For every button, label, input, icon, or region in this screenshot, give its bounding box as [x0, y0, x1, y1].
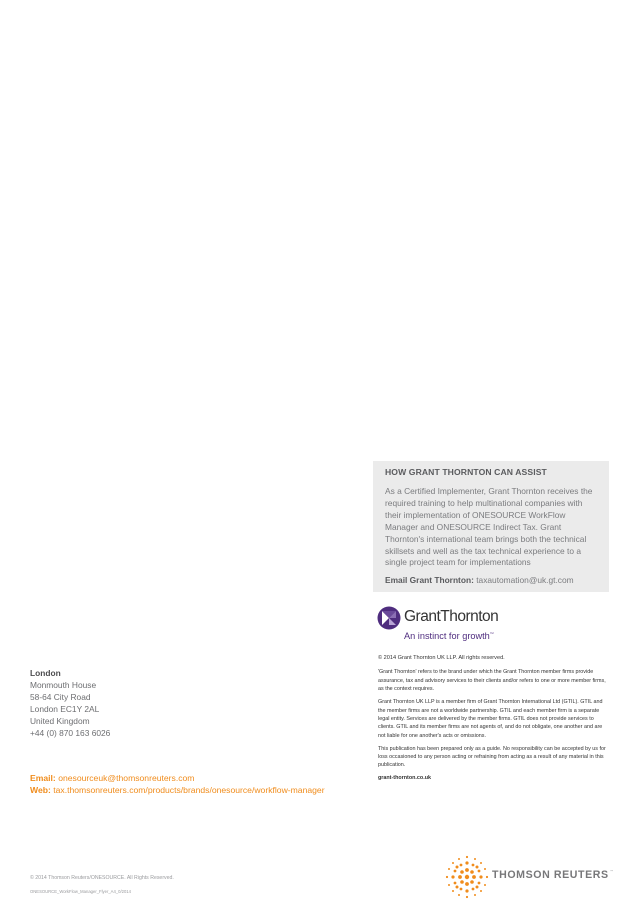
assist-body: As a Certified Implementer, Grant Thornton receives the required training to help multinational companies with their implementation of ONESOURCE WorkFlow Manager and ONESOURCE Indirect Tax. Grant Thornton's international team brings both the technical skillsets and well as the tax technical experience to a single project team for implementations [385, 486, 593, 568]
contact-web-row [30, 784, 325, 796]
assist-email-value[interactable]: taxautomation@uk.gt.com [476, 575, 574, 586]
contact-block [30, 772, 325, 797]
address-line-1: Monmouth House [30, 680, 97, 691]
legal-para-2: Grant Thornton UK LLP is a member firm of Grant Thornton International Ltd (GTIL). GTIL and the member firms are not a worldwide partnership. GTIL and each member firm is a separate legal entity. Services are delivered by the member firms. GTIL does not provide services to clients. GTIL and its member firms are not agents of, and do not obligate, one another and are not liable for one another's acts or omissions. [378, 699, 603, 739]
thomson-reuters-name: THOMSON REUTERS [492, 869, 609, 881]
legal-copyright: © 2014 Grant Thornton UK LLP. All rights reserved. [378, 655, 505, 661]
assist-title: HOW GRANT THORNTON CAN ASSIST [385, 467, 547, 477]
tagline-text: An instinct for growth [404, 631, 490, 641]
office-address [30, 667, 110, 740]
legal-text [378, 654, 608, 787]
contact-email-row [30, 772, 325, 784]
contact-web-label: Web: [30, 785, 51, 796]
address-line-2: 58-64 City Road [30, 692, 91, 703]
footer-copyright: © 2014 Thomson Reuters/ONESOURCE. All Rights Reserved. [30, 875, 174, 881]
tagline-tm: ™ [489, 631, 494, 636]
grant-thornton-logo [377, 606, 507, 646]
grant-thornton-tagline [404, 631, 494, 641]
address-line-3: London EC1Y 2AL [30, 704, 100, 715]
assist-box [373, 461, 609, 592]
legal-para-1: 'Grant Thornton' refers to the brand under which the Grant Thornton member firms provide assurance, tax and advisory services to their clients and/or refers to one or more member firms, as the context requires. [378, 669, 606, 693]
thomson-reuters-logo [444, 854, 614, 900]
legal-website[interactable]: grant-thornton.co.uk [378, 775, 432, 782]
grant-thornton-mark-icon [377, 606, 401, 630]
address-city: London [30, 668, 61, 678]
footer-code: ONESOURCE_WorkFlow_Manager_Flyer_A4_0/2014 [30, 889, 131, 894]
assist-email [385, 575, 597, 585]
grant-thornton-name: GrantThornton [404, 608, 499, 625]
address-phone: +44 (0) 870 163 6026 [30, 728, 111, 739]
address-line-4: United Kingdom [30, 716, 90, 727]
legal-para-3: This publication has been prepared only as a guide. No responsibility can be accepted by us for loss occasioned to any person acting or refraining from acting as a result of any material in this publication. [378, 745, 606, 769]
thomson-reuters-tm: ™ [610, 869, 613, 873]
contact-email-link[interactable]: onesourceuk@thomsonreuters.com [58, 773, 195, 783]
contact-email-label: Email: [30, 773, 56, 783]
contact-web-link[interactable]: tax.thomsonreuters.com/products/brands/onesource/workflow-manager [53, 785, 325, 796]
thomson-reuters-dots-icon [444, 854, 490, 900]
assist-email-label: Email Grant Thornton: [385, 575, 474, 586]
